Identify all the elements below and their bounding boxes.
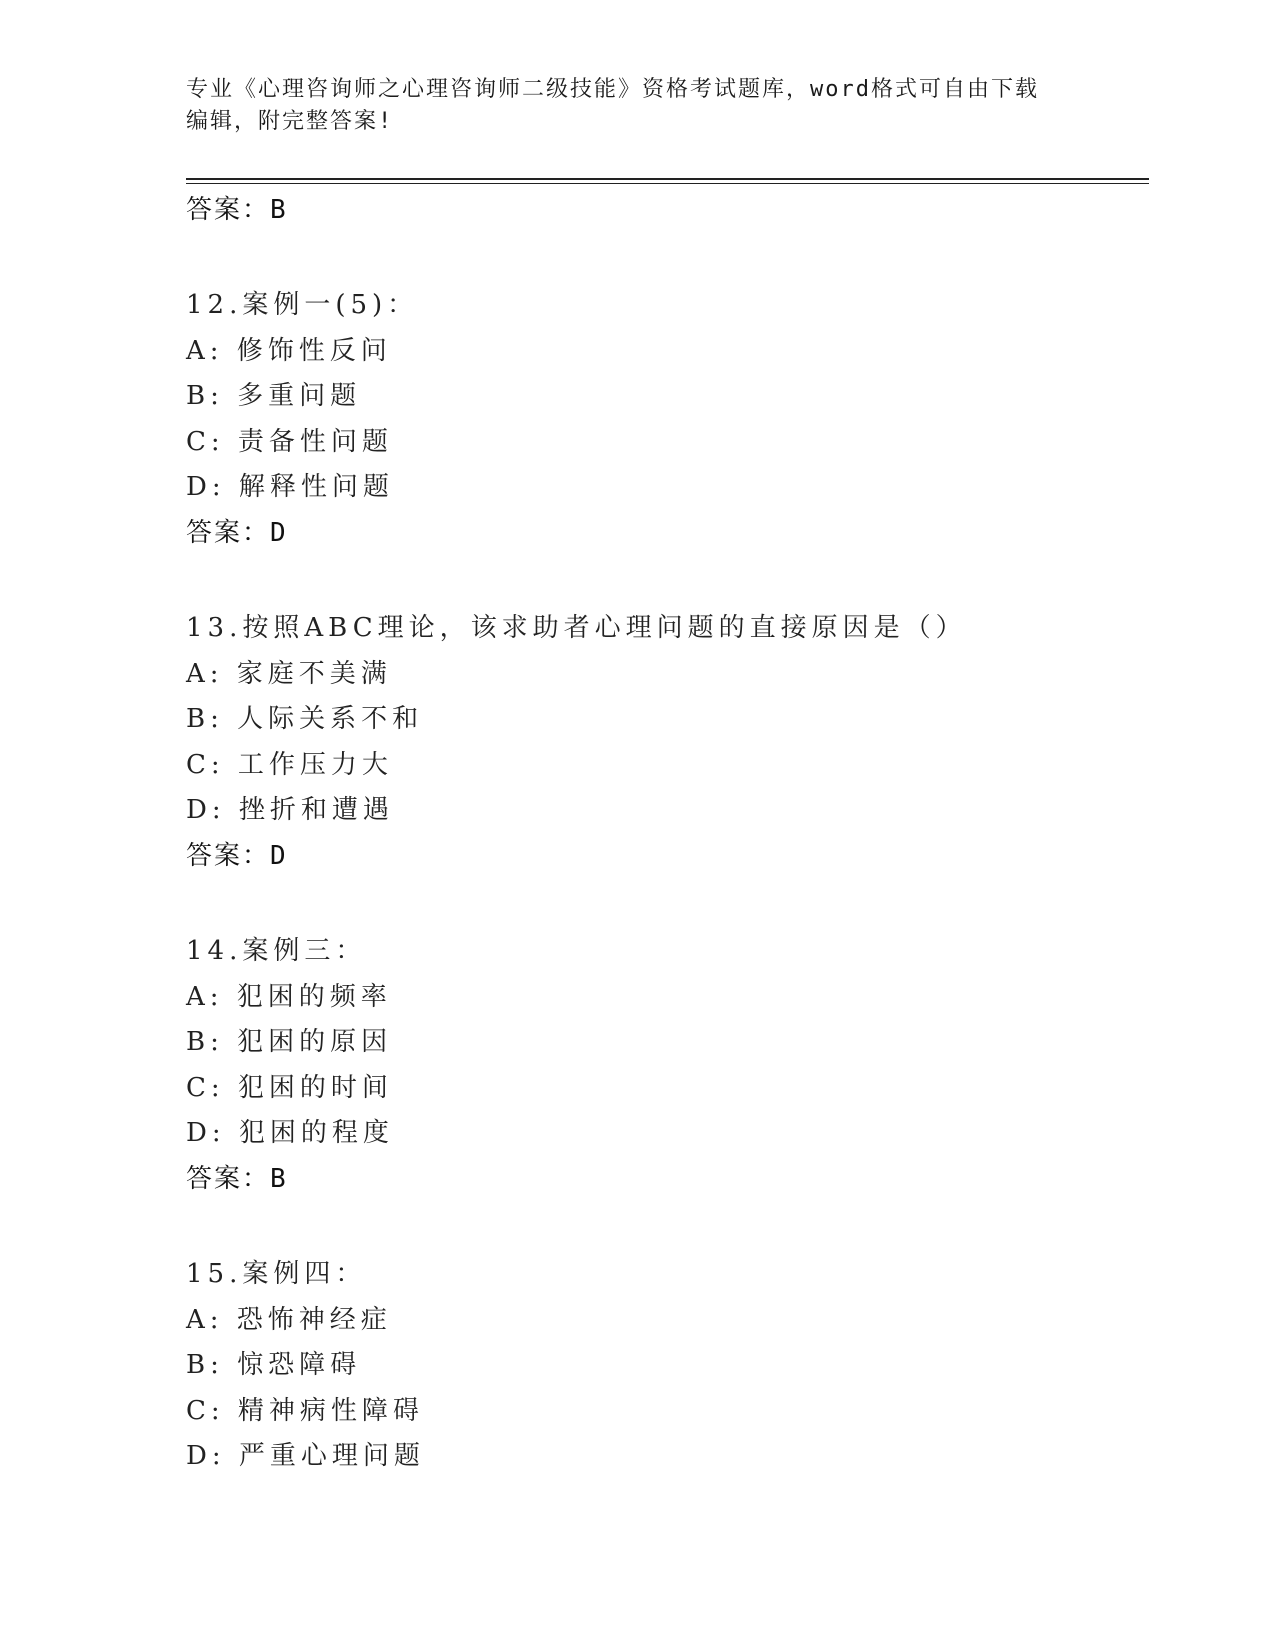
option-d: D: 挫折和遭遇 <box>186 795 394 825</box>
answer-line: 答案：B <box>186 195 288 225</box>
option-d: D: 犯困的程度 <box>186 1118 394 1148</box>
question-stem: 13.按照ABC理论，该求助者心理问题的直接原因是（） <box>186 613 967 643</box>
answer-line: 答案：D <box>186 840 288 871</box>
option-b: B: 惊恐障碍 <box>186 1350 362 1380</box>
option-c: C: 工作压力大 <box>186 749 393 780</box>
option-c: C: 责备性问题 <box>186 426 393 457</box>
question-stem: 15.案例四： <box>186 1259 367 1289</box>
question-stem: 12.案例一(5)： <box>186 290 419 320</box>
question-stem: 14.案例三： <box>186 936 367 966</box>
option-d: D: 解释性问题 <box>186 472 394 502</box>
answer-line: 答案：B <box>186 1163 288 1194</box>
question-14 <box>186 929 1146 1202</box>
option-a: A: 修饰性反问 <box>186 335 392 366</box>
option-d: D: 严重心理问题 <box>186 1441 425 1471</box>
question-15 <box>186 1252 1146 1480</box>
header-divider <box>186 178 1149 184</box>
option-b: B: 多重问题 <box>186 381 362 411</box>
header-line-2: 编辑，附完整答案! <box>186 109 394 134</box>
question-13 <box>186 606 1146 879</box>
option-a: A: 家庭不美满 <box>186 658 392 689</box>
answer-line: 答案：D <box>186 517 288 548</box>
header-line-1: 专业《心理咨询师之心理咨询师二级技能》资格考试题库，word格式可自由下载 <box>186 77 1039 102</box>
question-list <box>186 283 1146 1530</box>
option-c: C: 犯困的时间 <box>186 1072 393 1103</box>
option-b: B: 犯困的原因 <box>186 1027 393 1057</box>
option-a: A: 犯困的频率 <box>186 981 392 1012</box>
question-12 <box>186 283 1146 556</box>
option-c: C: 精神病性障碍 <box>186 1395 424 1426</box>
option-b: B: 人际关系不和 <box>186 704 424 734</box>
document-header <box>186 74 1066 138</box>
option-a: A: 恐怖神经症 <box>186 1304 392 1335</box>
